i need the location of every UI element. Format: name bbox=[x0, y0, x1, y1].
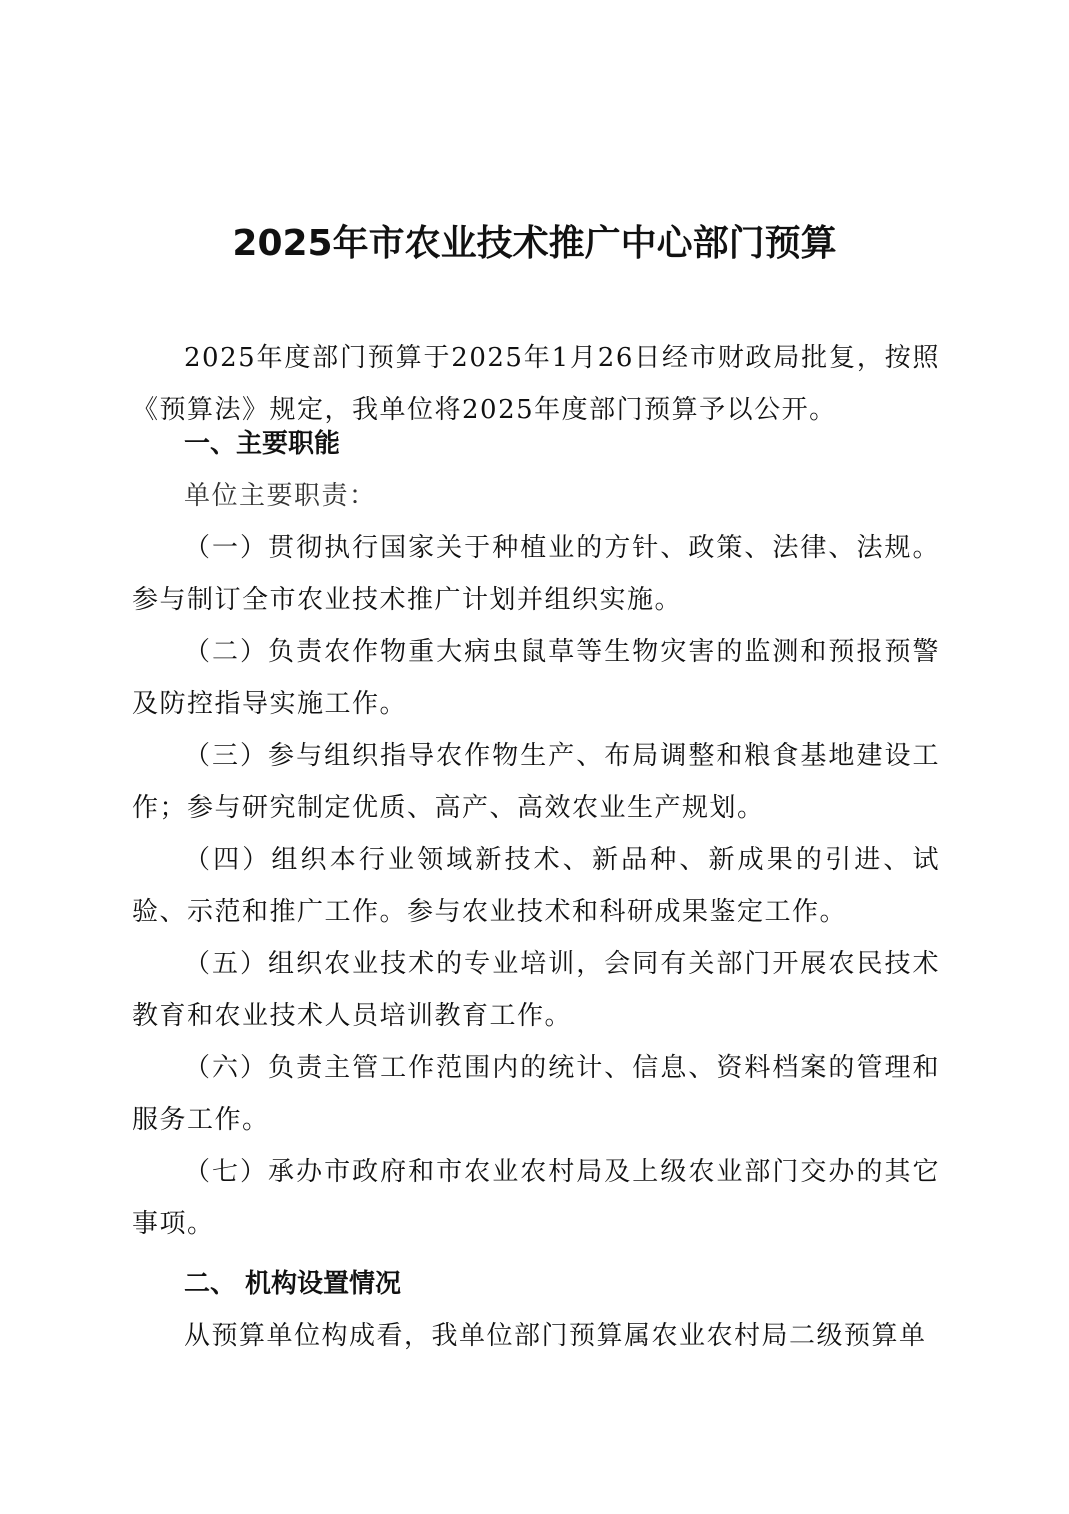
document-title: 2025年市农业技术推广中心部门预算 bbox=[232, 223, 837, 264]
duties-list bbox=[132, 522, 940, 1250]
section-heading-org-structure: 二、 机构设置情况 bbox=[184, 1269, 402, 1299]
duty-item: （二）负责农作物重大病虫鼠草等生物灾害的监测和预报预警及防控指导实施工作。 bbox=[132, 637, 940, 719]
org-structure-paragraph: 从预算单位构成看，我单位部门预算属农业农村局二级预算单 bbox=[184, 1321, 927, 1351]
section-heading-main-functions: 一、主要职能 bbox=[184, 429, 341, 459]
document-body bbox=[132, 332, 940, 1362]
duty-item: （六）负责主管工作范围内的统计、信息、资料档案的管理和服务工作。 bbox=[132, 1053, 940, 1135]
section-lead: 单位主要职责： bbox=[184, 481, 377, 511]
duty-item: （一）贯彻执行国家关于种植业的方针、政策、法律、法规。参与制订全市农业技术推广计划并组织实施。 bbox=[132, 533, 940, 615]
duty-item: （五）组织农业技术的专业培训，会同有关部门开展农民技术教育和农业技术人员培训教育工作。 bbox=[132, 949, 940, 1031]
intro-paragraph: 2025年度部门预算于2025年1月26日经市财政局批复，按照《预算法》规定，我单位将2025年度部门预算予以公开。 bbox=[132, 343, 940, 425]
duty-item: （四）组织本行业领域新技术、新品种、新成果的引进、试验、示范和推广工作。参与农业技术和科研成果鉴定工作。 bbox=[132, 845, 940, 927]
duty-item: （七）承办市政府和市农业农村局及上级农业部门交办的其它事项。 bbox=[132, 1157, 940, 1239]
duty-item: （三）参与组织指导农作物生产、布局调整和粮食基地建设工作；参与研究制定优质、高产、高效农业生产规划。 bbox=[132, 741, 940, 823]
